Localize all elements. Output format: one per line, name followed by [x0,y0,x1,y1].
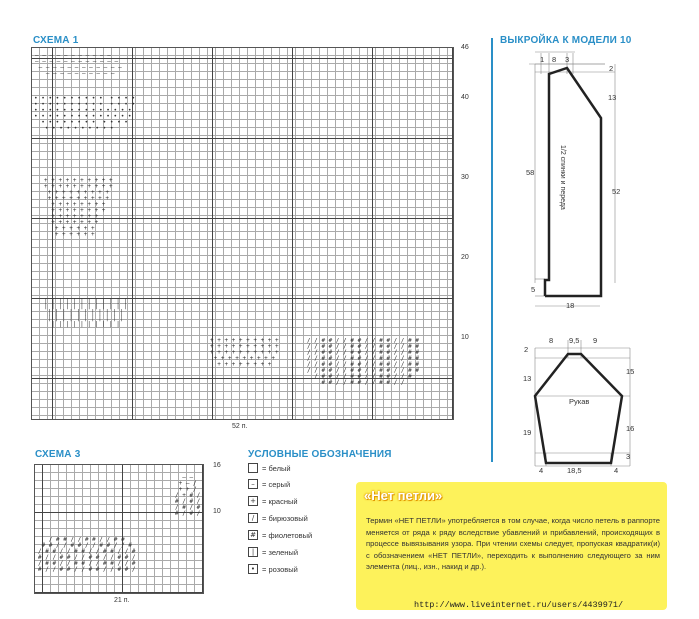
scheme3-width-label: 21 п. [114,597,130,604]
pattern-title: ВЫКРОЙКА К МОДЕЛИ 10 [500,35,632,46]
sleeve-right-15: 15 [626,367,635,376]
section-divider [491,38,493,462]
sleeve-bottom-185: 18,5 [567,466,582,475]
scheme1-width-label: 52 п. [232,423,248,430]
sleeve-top-9: 9 [593,336,598,345]
legend-item-red: + = красный [248,494,298,508]
note-text: Термин «НЕТ ПЕТЛИ» употребляется в том случае, когда число петель в раппорте меняется от ряда к ряду вследствие убавлений и прибавлений, происходящих в процессе вывязывания узора. При чтении схемы следует, пропуская квадратик(и) с обозначением «НЕТ ПЕТЛИ», переходить к выполнению следующего за ним элемента (лиц., изн., накид и др.). [366,516,660,572]
scheme1-row-46: 46 [461,44,469,51]
sleeve-left-13: 13 [523,374,532,383]
body-right-52: 52 [612,187,621,196]
red-plus-area: + + + + + + + + + + + + + + + + + + + + + + + + + + + + + + + + + + + + + + + + + + + + + + + + + + + + + + + + + + + + + + + + + + + + + + + + + + + + + + + + [44,178,113,238]
legend-title: УСЛОВНЫЕ ОБОЗНАЧЕНИЯ [248,449,392,460]
body-top-1: 1 [540,55,545,64]
source-url[interactable]: http://www.liveinternet.ru/users/4439971/ [414,600,624,610]
legend-symbol-purple: # [248,530,258,540]
legend-symbol-grey: – [248,479,258,489]
body-armhole-13: 13 [608,93,617,102]
green-bars-area: | | | | | | | | | | | | | | | | | | | | | | | | | | | | | | | | | | | | | | | | | | | | | | | | | | | | | | | | [44,298,128,328]
body-outline [545,68,601,296]
legend-symbol-pink: • [248,564,258,574]
sleeve-left-2: 2 [524,345,529,354]
body-label: 1/2 спинки и переда [559,145,566,210]
scheme3-row-10: 10 [213,508,221,515]
legend-symbol-red: + [248,496,258,506]
legend-symbol-turquoise: / [248,513,258,523]
legend-item-pink: • = розовый [248,562,298,576]
scheme1-row-20: 20 [461,254,469,261]
sleeve-bottom-4b: 4 [614,466,619,475]
body-top-8: 8 [552,55,557,64]
body-top-3: 3 [565,55,570,64]
scheme3-title: СХЕМА 3 [35,449,81,460]
body-bottom-18: 18 [566,301,575,310]
scheme3-upper-symbols: – – + – / + + / / + # / # / # / / # / # # / # / [175,475,201,517]
sleeve-label: Рукав [569,397,590,406]
scheme1-row-40: 40 [461,94,469,101]
body-left-58: 58 [526,168,535,177]
sleeve-top-8: 8 [549,336,554,345]
legend-item-white: = белый [248,461,291,475]
scheme3-lower-symbols: / # # / / # # / / # # # # / / # # / / # # / / # / # # / / # # / / # # / / # # / / # # / / # # / / # # / / # # / / # # / / # # / / # # / / # # / / # # / / # # / [38,537,136,573]
note-box [356,482,667,610]
purple-hash-area: / / # # / / # # / / # # / / # # / / # # / / # # / / # # / / # # / / # # / / # # / / # # / / # # / / # # / / # # / / # # / / # # / / # # / / # # / / # # / / # # / / # # / / # # / / # # / / # # / # # / / # # / / # # / / # # # / / # # / / # # / / [307,338,419,386]
body-bottom-5: 5 [531,285,536,294]
sleeve-right-3: 3 [626,452,631,461]
scheme3-grid [34,464,204,594]
scheme1-grid [31,47,454,420]
scheme1-title: СХЕМА 1 [33,35,79,46]
red-plus-area-2: + + + + + + + + + + + + + + + + + + + + + + + + + + + + + + + + + + + + + + + + + + + + + + + [210,338,279,368]
grey-dash-area: – – – – – – – – – – – – – – – – – – – – – – – – – – – – – – – – – – – – – – – – – – – – – [35,53,122,77]
body-shoulder-2: 2 [609,64,614,73]
legend-item-green: | = зеленый [248,545,298,559]
sleeve-bottom-4a: 4 [539,466,544,475]
legend-item-turquoise: / = бирюзовый [248,511,308,525]
sleeve-left-19: 19 [523,428,532,437]
note-title: «Нет петли» [364,488,443,503]
pattern-drawing [495,48,665,478]
pink-dots-area: • • • • • • • • • • • • • • • • • • • • • • • • • • • • • • • • • • • • • • • • • • • • • • • • • • • • • • • • • • • • • • • • • • • • • • • • • • • • • • [34,96,136,132]
scheme3-row-16: 16 [213,462,221,469]
legend-symbol-green: | [248,547,258,557]
legend-symbol-white [248,463,258,473]
sleeve-right-16: 16 [626,424,635,433]
legend-item-purple: # = фиолетовый [248,528,312,542]
sleeve-outline [535,354,622,463]
legend-item-grey: – = серый [248,477,290,491]
sleeve-top-95: 9,5 [569,336,580,345]
scheme1-row-30: 30 [461,174,469,181]
scheme1-row-10: 10 [461,334,469,341]
